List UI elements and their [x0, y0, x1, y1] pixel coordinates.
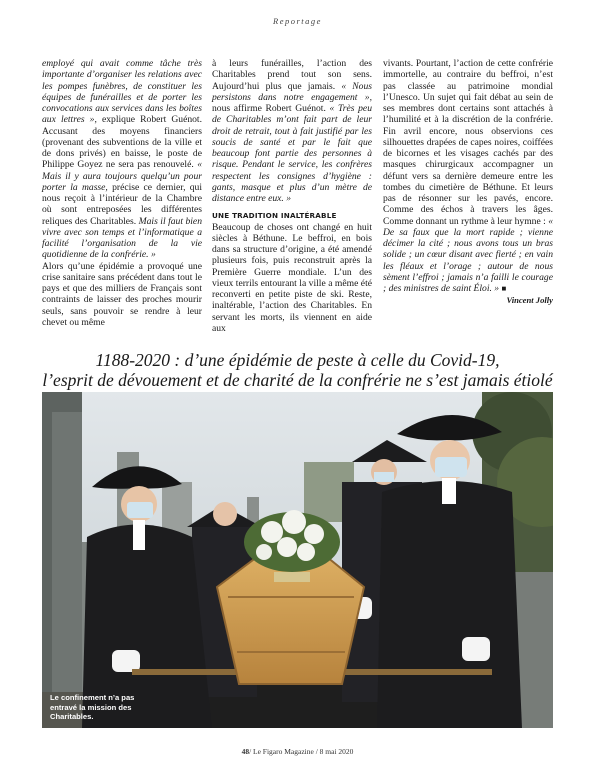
photo-headline	[42, 350, 553, 390]
section-rubric: Reportage	[273, 16, 322, 26]
funeral-photo	[42, 392, 553, 728]
quote: « Nous persistons dans notre engagement »,	[212, 80, 373, 103]
quote: « Très peu de Charitables m’ont fait part de leur droit de retrait, tout à fait justifié par les soucis de santé et par le fait que beaucoup font partie des personnes à risque. Pendant le service, les confrères respectent les consignes d’hygiène : gants, masque et plus d’un mètre de distance entre eux. »	[212, 103, 372, 204]
subheading: UNE TRADITION INALTÉRABLE	[212, 211, 337, 221]
paragraph: Alors qu’une épidémie a provoqué une crise sanitaire sans précédent dans tout le pays et que des milliers de Français sont contraints de laisser des proches mourir seuls, sans pouvoir se rendre à leur chevet ou même	[42, 260, 202, 328]
quote: « Mais il y aura toujours quelqu’un pour porter la masse,	[42, 159, 202, 193]
paragraph	[383, 58, 553, 294]
text: , explique Robert Guénot. Accusant des moyens financiers (provenant des subventions de la ville et de dons privés) en baisse, le poste de Philippe Goyez ne sera pas renouvelé.	[42, 114, 202, 171]
column-3	[383, 58, 553, 307]
paragraph	[212, 58, 372, 204]
quote: employé qui avait comme tâche très importante d’organiser les relations avec les pompes funèbres, de constituer les équipes de funérailles et de porter les convocations aux services dans les boîtes aux lettres »	[42, 58, 202, 126]
quote: Mais il faut bien vivre avec son temps et l’informatique a facilité l’organisation de la vie quotidienne de la confrérie. »	[42, 215, 202, 261]
text: à leurs funérailles, l’action des Charitables prend tout son sens. Aujourd’hui plus que jamais.	[212, 58, 372, 92]
text: précise ce dernier, qui nous reçoit à l’intérieur de la Chambre où sont entreposées les différentes reliques des Charitables.	[42, 181, 203, 227]
end-mark: ■	[501, 284, 507, 293]
text: vivants. Pourtant, l’action de cette confrérie immortelle, au contraire du beffroi, n’est pas classée au patrimoine mondial l’Unesco. Un sujet qui fait débat au sein de ses membres dont certains sont attachés à l’humilité et à la discrétion de la confrérie. Fin avril encore, nous observions ces silhouettes drapées de capes noires, coiffées de bicornes et les visages cachés par des masques chirurgicaux accompagner un défunt vers sa dernière demeure entre les tombes du cimetière de Béthune. Et leurs pas de résonner sur les pavés, encore. Comme des échos à travers les âges. Comme donnant un rythme à leur hymne :	[383, 58, 553, 227]
article-body	[42, 58, 553, 352]
headline-line-1: 1188-2020 : d’une épidémie de peste à celle du Covid-19,	[95, 350, 500, 370]
page-number: 48	[241, 747, 250, 756]
headline-line-2: l’esprit de dévouement et de charité de la confrérie ne s’est jamais étiolé	[42, 370, 553, 390]
paragraph	[42, 58, 202, 261]
paragraph: Beaucoup de choses ont changé en huit siècles à Béthune. Le beffroi, en bois dans sa structure d’origine, a été amendé plusieurs fois, puis reconstruit après la Première Guerre mondiale. L’un des vieux terrils entourant la ville a même été reconverti en petite piste de ski. Reste, inaltérable, l’action des Charitables. En servant les morts, ils viennent en aide aux	[212, 221, 372, 334]
page-footer	[0, 747, 595, 756]
text: nous affirme Robert Guénot.	[212, 103, 330, 114]
author-signature: Vincent Jolly	[506, 295, 553, 306]
publication-info: / Le Figaro Magazine / 8 mai 2020	[249, 747, 354, 756]
quote: « De sa faux que la mort rapide ; vienne décimer la cité ; nous avons tous un bras solide ; un cœur disant avec fierté ; en vain les fléaux et l’orage ; autour de nous sèment l’effroi ; jamais n’a failli le courage ; des ministres de saint Éloi. »	[383, 215, 553, 294]
column-2	[212, 58, 372, 334]
column-1	[42, 58, 202, 328]
photo-caption: Le confinement n’a pas entravé la mission des Charitables.	[50, 693, 135, 721]
photo-illustration	[42, 392, 553, 728]
